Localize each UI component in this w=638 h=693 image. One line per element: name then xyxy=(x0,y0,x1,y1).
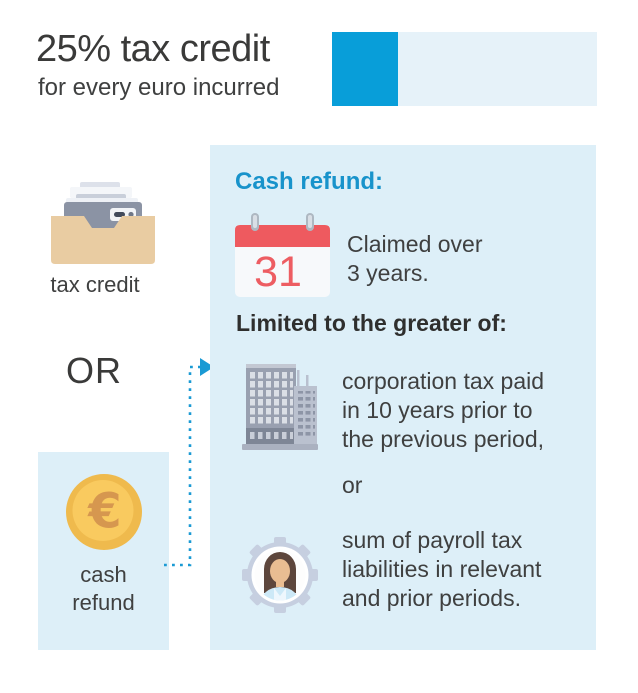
tax-credit-label: tax credit xyxy=(50,272,140,297)
claim-line1: Claimed over xyxy=(347,231,483,257)
tax-credit-bar-fill xyxy=(332,32,398,106)
payroll-tax-text xyxy=(342,526,541,613)
cash-refund-label-line2: refund xyxy=(72,590,135,615)
payroll-line1: sum of payroll tax xyxy=(342,527,523,553)
corp-line1: corporation tax paid xyxy=(342,368,545,394)
cash-refund-label xyxy=(38,561,169,617)
panel-heading: Cash refund: xyxy=(235,168,384,195)
limit-heading: Limited to the greater of: xyxy=(236,310,507,336)
corporation-tax-text xyxy=(342,367,544,454)
calendar-day: 31 xyxy=(254,248,302,296)
panel-or-label: or xyxy=(342,472,363,498)
claim-text xyxy=(347,230,483,288)
cash-refund-panel xyxy=(210,145,596,650)
payroll-line3: and prior periods. xyxy=(342,585,521,611)
or-label: OR xyxy=(66,350,122,391)
office-building-icon xyxy=(240,360,320,450)
page-subtitle: for every euro incurred xyxy=(38,74,280,101)
payroll-line2: liabilities in relevant xyxy=(342,556,542,582)
payroll-person-gear-icon xyxy=(239,525,321,622)
corp-line2: in 10 years prior to xyxy=(342,397,533,423)
euro-coin-icon xyxy=(66,474,142,550)
calendar-icon xyxy=(235,211,330,297)
claim-line2: 3 years. xyxy=(347,260,429,286)
file-drawer-icon xyxy=(50,182,156,264)
page-title: 25% tax credit xyxy=(36,28,270,70)
corp-line3: the previous period, xyxy=(342,426,545,452)
cash-refund-label-line1: cash xyxy=(80,562,127,587)
svg-text:€: € xyxy=(88,483,122,540)
tax-credit-bar xyxy=(332,32,597,106)
